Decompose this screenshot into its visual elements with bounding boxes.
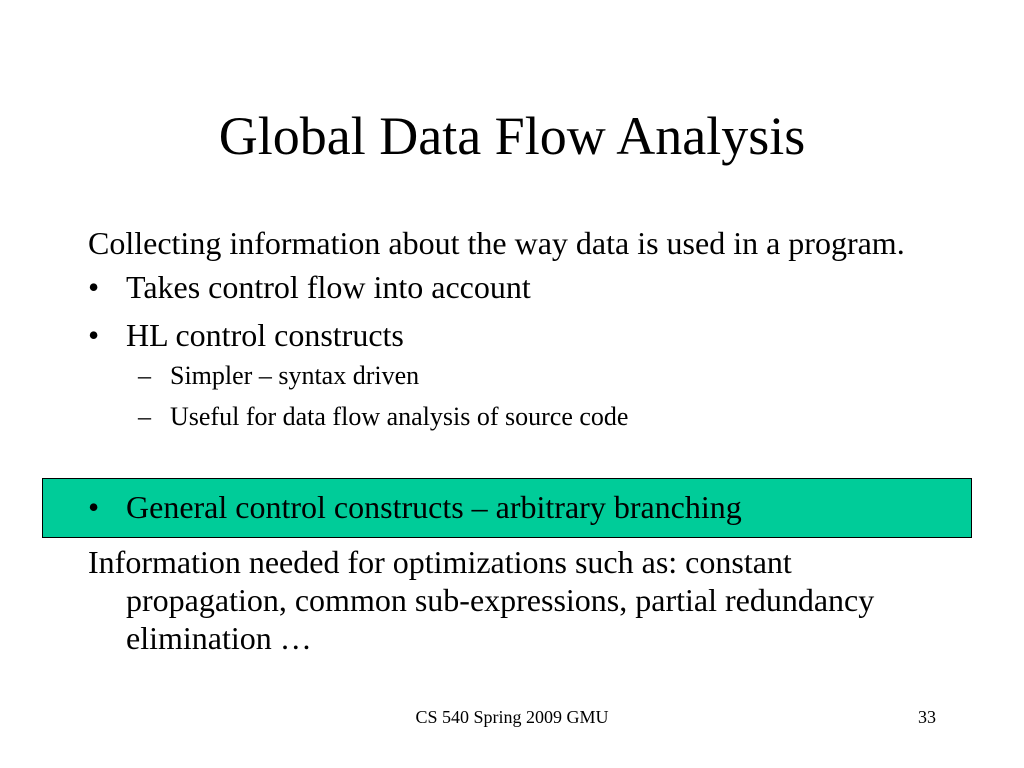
sub-bullet-marker: – [138, 402, 151, 431]
bullet-text: General control constructs – arbitrary branching [126, 489, 742, 525]
outro-paragraph: Information needed for optimizations such as: constant propagation, common sub-expressions, partial redundancy elimination … [88, 544, 875, 656]
bullet-item [88, 268, 948, 306]
slide-body-top [88, 224, 948, 433]
bullet-marker: • [88, 489, 100, 525]
bullet-marker: • [88, 317, 100, 353]
page-number: 33 [918, 707, 936, 727]
intro-paragraph: Collecting information about the way data is used in a program. [88, 225, 905, 261]
highlighted-bullet-item [88, 488, 948, 526]
bullet-marker: • [88, 269, 100, 305]
sub-bullet-marker: – [138, 361, 151, 390]
sub-bullet-item [88, 401, 948, 433]
slide-title: Global Data Flow Analysis [218, 106, 806, 166]
sub-bullet-item [88, 360, 948, 392]
slide-body-bottom [88, 488, 948, 657]
bullet-text: Takes control flow into account [126, 269, 531, 305]
bullet-item [88, 316, 948, 354]
sub-bullet-text: Simpler – syntax driven [170, 361, 420, 390]
sub-bullet-text: Useful for data flow analysis of source code [170, 402, 629, 431]
footer-course: CS 540 Spring 2009 GMU [415, 707, 609, 727]
bullet-text: HL control constructs [126, 317, 404, 353]
